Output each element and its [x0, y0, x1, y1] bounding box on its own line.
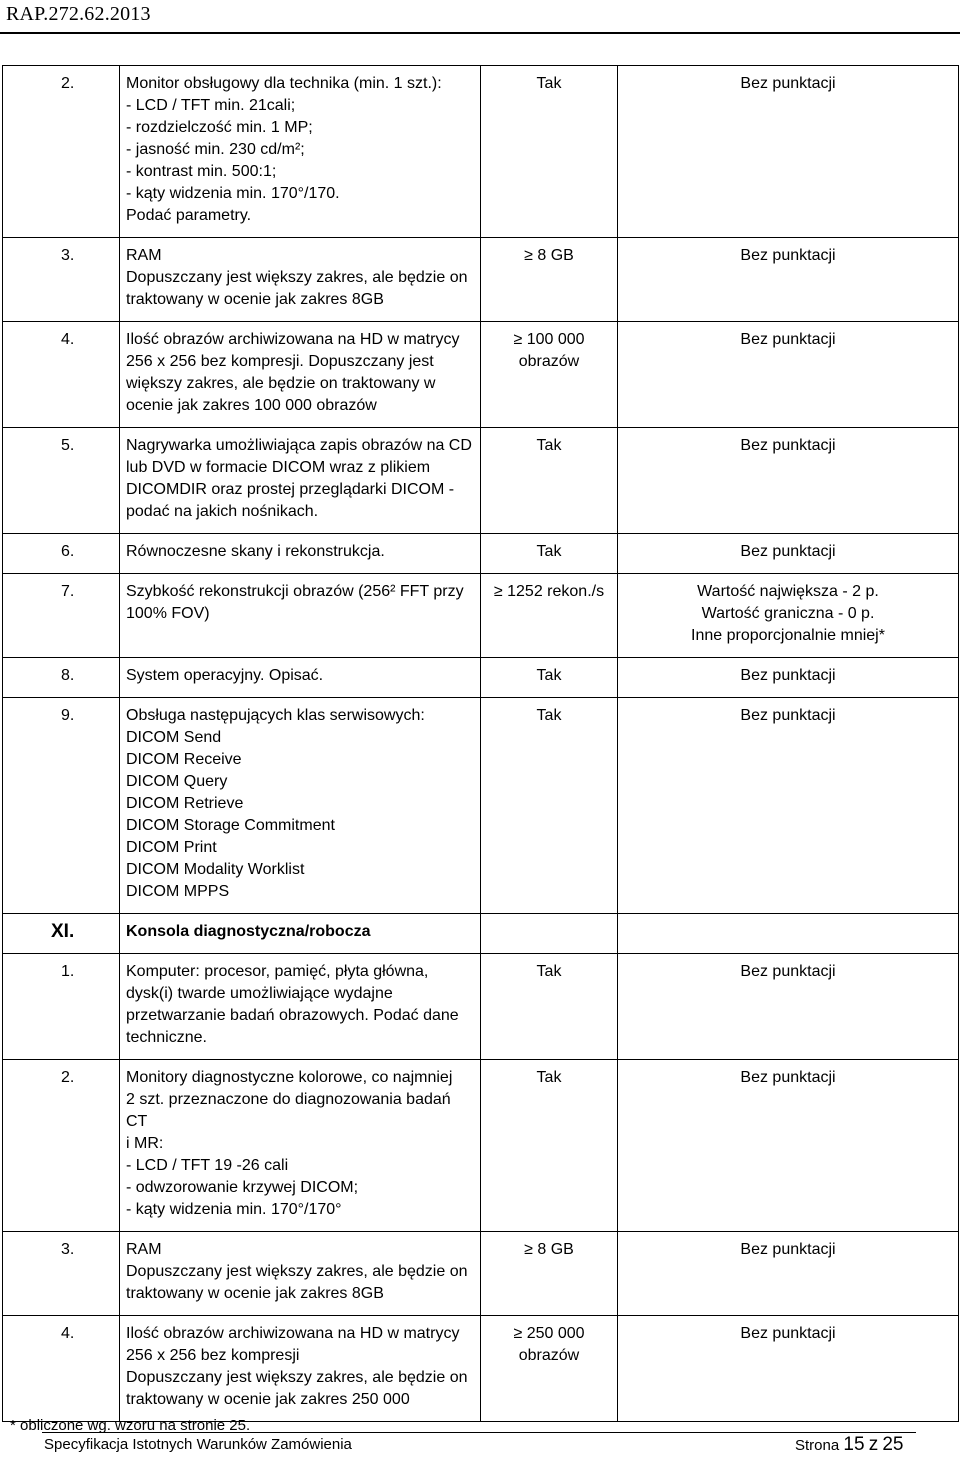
scoring-line: Wartość największa - 2 p.	[697, 583, 879, 600]
description-line: ocenie jak zakres 100 000 obrazów	[126, 397, 377, 414]
row-description	[120, 1060, 481, 1232]
description-line: traktowany w ocenie jak zakres 250 000	[126, 1391, 410, 1408]
row-number: 5.	[3, 428, 120, 534]
row-requirement	[481, 1060, 618, 1232]
description-line: - kąty widzenia min. 170°/170.	[126, 185, 340, 202]
description-line: dysk(i) twarde umożliwiające wydajne	[126, 985, 393, 1002]
row-requirement	[481, 322, 618, 428]
header-rule	[0, 32, 960, 34]
scoring-line: Bez punktacji	[740, 75, 836, 92]
description-line: DICOM Send	[126, 729, 222, 746]
scoring-line: Bez punktacji	[740, 331, 836, 348]
table-row	[3, 238, 959, 322]
page-label: Strona	[795, 1437, 840, 1454]
description-line: DICOMDIR oraz prostej przeglądarki DICOM -	[126, 481, 455, 498]
row-requirement	[481, 1232, 618, 1316]
table-row	[3, 574, 959, 658]
footer-page-number	[795, 1434, 904, 1456]
description-line: Dopuszczany jest większy zakres, ale będzie on	[126, 1263, 468, 1280]
description-line: Ilość obrazów archiwizowana na HD w matrycy	[126, 331, 460, 348]
section-title	[120, 914, 481, 954]
row-scoring	[618, 534, 959, 574]
section-number: XI.	[3, 914, 120, 954]
requirement-line: Tak	[536, 963, 562, 980]
row-requirement	[481, 238, 618, 322]
row-number: 9.	[3, 698, 120, 914]
requirement-line: ≥ 1252 rekon./s	[493, 583, 605, 600]
row-number: 4.	[3, 322, 120, 428]
description-line: Nagrywarka umożliwiająca zapis obrazów na CD	[126, 437, 472, 454]
row-requirement	[481, 428, 618, 534]
description-line: Podać parametry.	[126, 207, 252, 224]
row-requirement	[481, 658, 618, 698]
description-line: System operacyjny. Opisać.	[126, 667, 324, 684]
description-line: Równoczesne skany i rekonstrukcja.	[126, 543, 385, 560]
description-line: 256 x 256 bez kompresji. Dopuszczany jest	[126, 353, 434, 370]
row-description	[120, 238, 481, 322]
scoring-line: Bez punktacji	[740, 247, 836, 264]
description-line: RAM	[126, 1241, 162, 1258]
row-number: 6.	[3, 534, 120, 574]
row-requirement	[481, 954, 618, 1060]
row-description	[120, 658, 481, 698]
row-description	[120, 1316, 481, 1422]
row-requirement	[481, 914, 618, 954]
scoring-line: Bez punktacji	[740, 437, 836, 454]
description-line: lub DVD w formacie DICOM wraz z plikiem	[126, 459, 431, 476]
table-row	[3, 1232, 959, 1316]
document-header-title: RAP.272.62.2013	[6, 3, 151, 25]
description-line: techniczne.	[126, 1029, 207, 1046]
table-row	[3, 954, 959, 1060]
table-row	[3, 322, 959, 428]
row-number: 1.	[3, 954, 120, 1060]
row-number: 3.	[3, 1232, 120, 1316]
description-line: RAM	[126, 247, 162, 264]
description-line: Dopuszczany jest większy zakres, ale będzie on	[126, 269, 468, 286]
description-line: Obsługa następujących klas serwisowych:	[126, 707, 425, 724]
row-scoring	[618, 658, 959, 698]
requirement-line: Tak	[536, 437, 562, 454]
description-line: Konsola diagnostyczna/robocza	[126, 923, 371, 940]
description-line: - kontrast min. 500:1;	[126, 163, 277, 180]
row-description	[120, 322, 481, 428]
requirement-line: obrazów	[518, 353, 580, 370]
row-scoring	[618, 574, 959, 658]
scoring-line: Inne proporcjonalnie mniej*	[691, 627, 885, 644]
description-line: - LCD / TFT 19 -26 cali	[126, 1157, 289, 1174]
requirement-line: ≥ 250 000	[513, 1325, 585, 1342]
table-row	[3, 428, 959, 534]
description-line: Monitory diagnostyczne kolorowe, co najmniej	[126, 1069, 453, 1086]
row-description	[120, 574, 481, 658]
description-line: traktowany w ocenie jak zakres 8GB	[126, 1285, 384, 1302]
row-scoring	[618, 914, 959, 954]
requirement-line: Tak	[536, 667, 562, 684]
row-scoring	[618, 1232, 959, 1316]
row-scoring	[618, 1060, 959, 1232]
row-requirement	[481, 66, 618, 238]
row-description	[120, 428, 481, 534]
description-line: - kąty widzenia min. 170°/170°	[126, 1201, 342, 1218]
row-scoring	[618, 954, 959, 1060]
description-line: - LCD / TFT min. 21cali;	[126, 97, 296, 114]
row-description	[120, 954, 481, 1060]
description-line: DICOM Modality Worklist	[126, 861, 305, 878]
row-requirement	[481, 574, 618, 658]
description-line: Monitor obsługowy dla technika (min. 1 szt.):	[126, 75, 442, 92]
row-requirement	[481, 1316, 618, 1422]
description-line: przetwarzanie badań obrazowych. Podać dane	[126, 1007, 459, 1024]
description-line: Szybkość rekonstrukcji obrazów (256² FFT przy	[126, 583, 464, 600]
description-line: DICOM Receive	[126, 751, 242, 768]
row-number: 2.	[3, 1060, 120, 1232]
row-number: 3.	[3, 238, 120, 322]
description-line: 256 x 256 bez kompresji	[126, 1347, 300, 1364]
description-line: DICOM Print	[126, 839, 217, 856]
scoring-line: Bez punktacji	[740, 543, 836, 560]
row-number: 7.	[3, 574, 120, 658]
scoring-line: Bez punktacji	[740, 667, 836, 684]
table-row	[3, 534, 959, 574]
scoring-line: Bez punktacji	[740, 963, 836, 980]
row-scoring	[618, 238, 959, 322]
section-row	[3, 914, 959, 954]
page-total: 25	[882, 1434, 904, 1455]
row-scoring	[618, 1316, 959, 1422]
row-requirement	[481, 698, 618, 914]
requirement-line: ≥ 8 GB	[524, 1241, 574, 1258]
description-line: Ilość obrazów archiwizowana na HD w matrycy	[126, 1325, 460, 1342]
description-line: traktowany w ocenie jak zakres 8GB	[126, 291, 384, 308]
requirement-line: ≥ 8 GB	[524, 247, 574, 264]
row-description	[120, 534, 481, 574]
scoring-line: Wartość graniczna - 0 p.	[701, 605, 875, 622]
requirement-line: Tak	[536, 707, 562, 724]
table-row	[3, 66, 959, 238]
table-row	[3, 1060, 959, 1232]
row-scoring	[618, 428, 959, 534]
table-row	[3, 1316, 959, 1422]
requirement-line: Tak	[536, 75, 562, 92]
row-description	[120, 698, 481, 914]
row-number: 4.	[3, 1316, 120, 1422]
footnote: * obliczone wg. wzoru na stronie 25.	[10, 1417, 251, 1434]
description-line: Komputer: procesor, pamięć, płyta główna,	[126, 963, 429, 980]
row-scoring	[618, 322, 959, 428]
footer-document-name: Specyfikacja Istotnych Warunków Zamówienia	[44, 1436, 352, 1453]
scoring-line: Bez punktacji	[740, 1241, 836, 1258]
page-current: 15	[843, 1434, 865, 1455]
description-line: - odwzorowanie krzywej DICOM;	[126, 1179, 359, 1196]
row-scoring	[618, 698, 959, 914]
row-scoring	[618, 66, 959, 238]
description-line: DICOM Retrieve	[126, 795, 244, 812]
table-row	[3, 658, 959, 698]
row-number: 8.	[3, 658, 120, 698]
specification-table	[2, 65, 959, 1422]
row-description	[120, 66, 481, 238]
description-line: DICOM Storage Commitment	[126, 817, 335, 834]
row-description	[120, 1232, 481, 1316]
description-line: DICOM MPPS	[126, 883, 230, 900]
description-line: Dopuszczany jest większy zakres, ale będzie on	[126, 1369, 468, 1386]
scoring-line: Bez punktacji	[740, 1069, 836, 1086]
requirement-line: obrazów	[518, 1347, 580, 1364]
description-line: - jasność min. 230 cd/m²;	[126, 141, 305, 158]
description-line: - rozdzielczość min. 1 MP;	[126, 119, 313, 136]
description-line: 2 szt. przeznaczone do diagnozowania badań CT	[126, 1091, 456, 1130]
row-number: 2.	[3, 66, 120, 238]
requirement-line: Tak	[536, 1069, 562, 1086]
description-line: większy zakres, ale będzie on traktowany w	[126, 375, 436, 392]
description-line: i MR:	[126, 1135, 164, 1152]
page-separator: z	[868, 1434, 879, 1455]
description-line: DICOM Query	[126, 773, 228, 790]
requirement-line: ≥ 100 000	[513, 331, 585, 348]
table-row	[3, 698, 959, 914]
description-line: 100% FOV)	[126, 605, 210, 622]
requirement-line: Tak	[536, 543, 562, 560]
description-line: podać na jakich nośnikach.	[126, 503, 319, 520]
footer-rule	[42, 1432, 916, 1433]
row-requirement	[481, 534, 618, 574]
scoring-line: Bez punktacji	[740, 1325, 836, 1342]
scoring-line: Bez punktacji	[740, 707, 836, 724]
